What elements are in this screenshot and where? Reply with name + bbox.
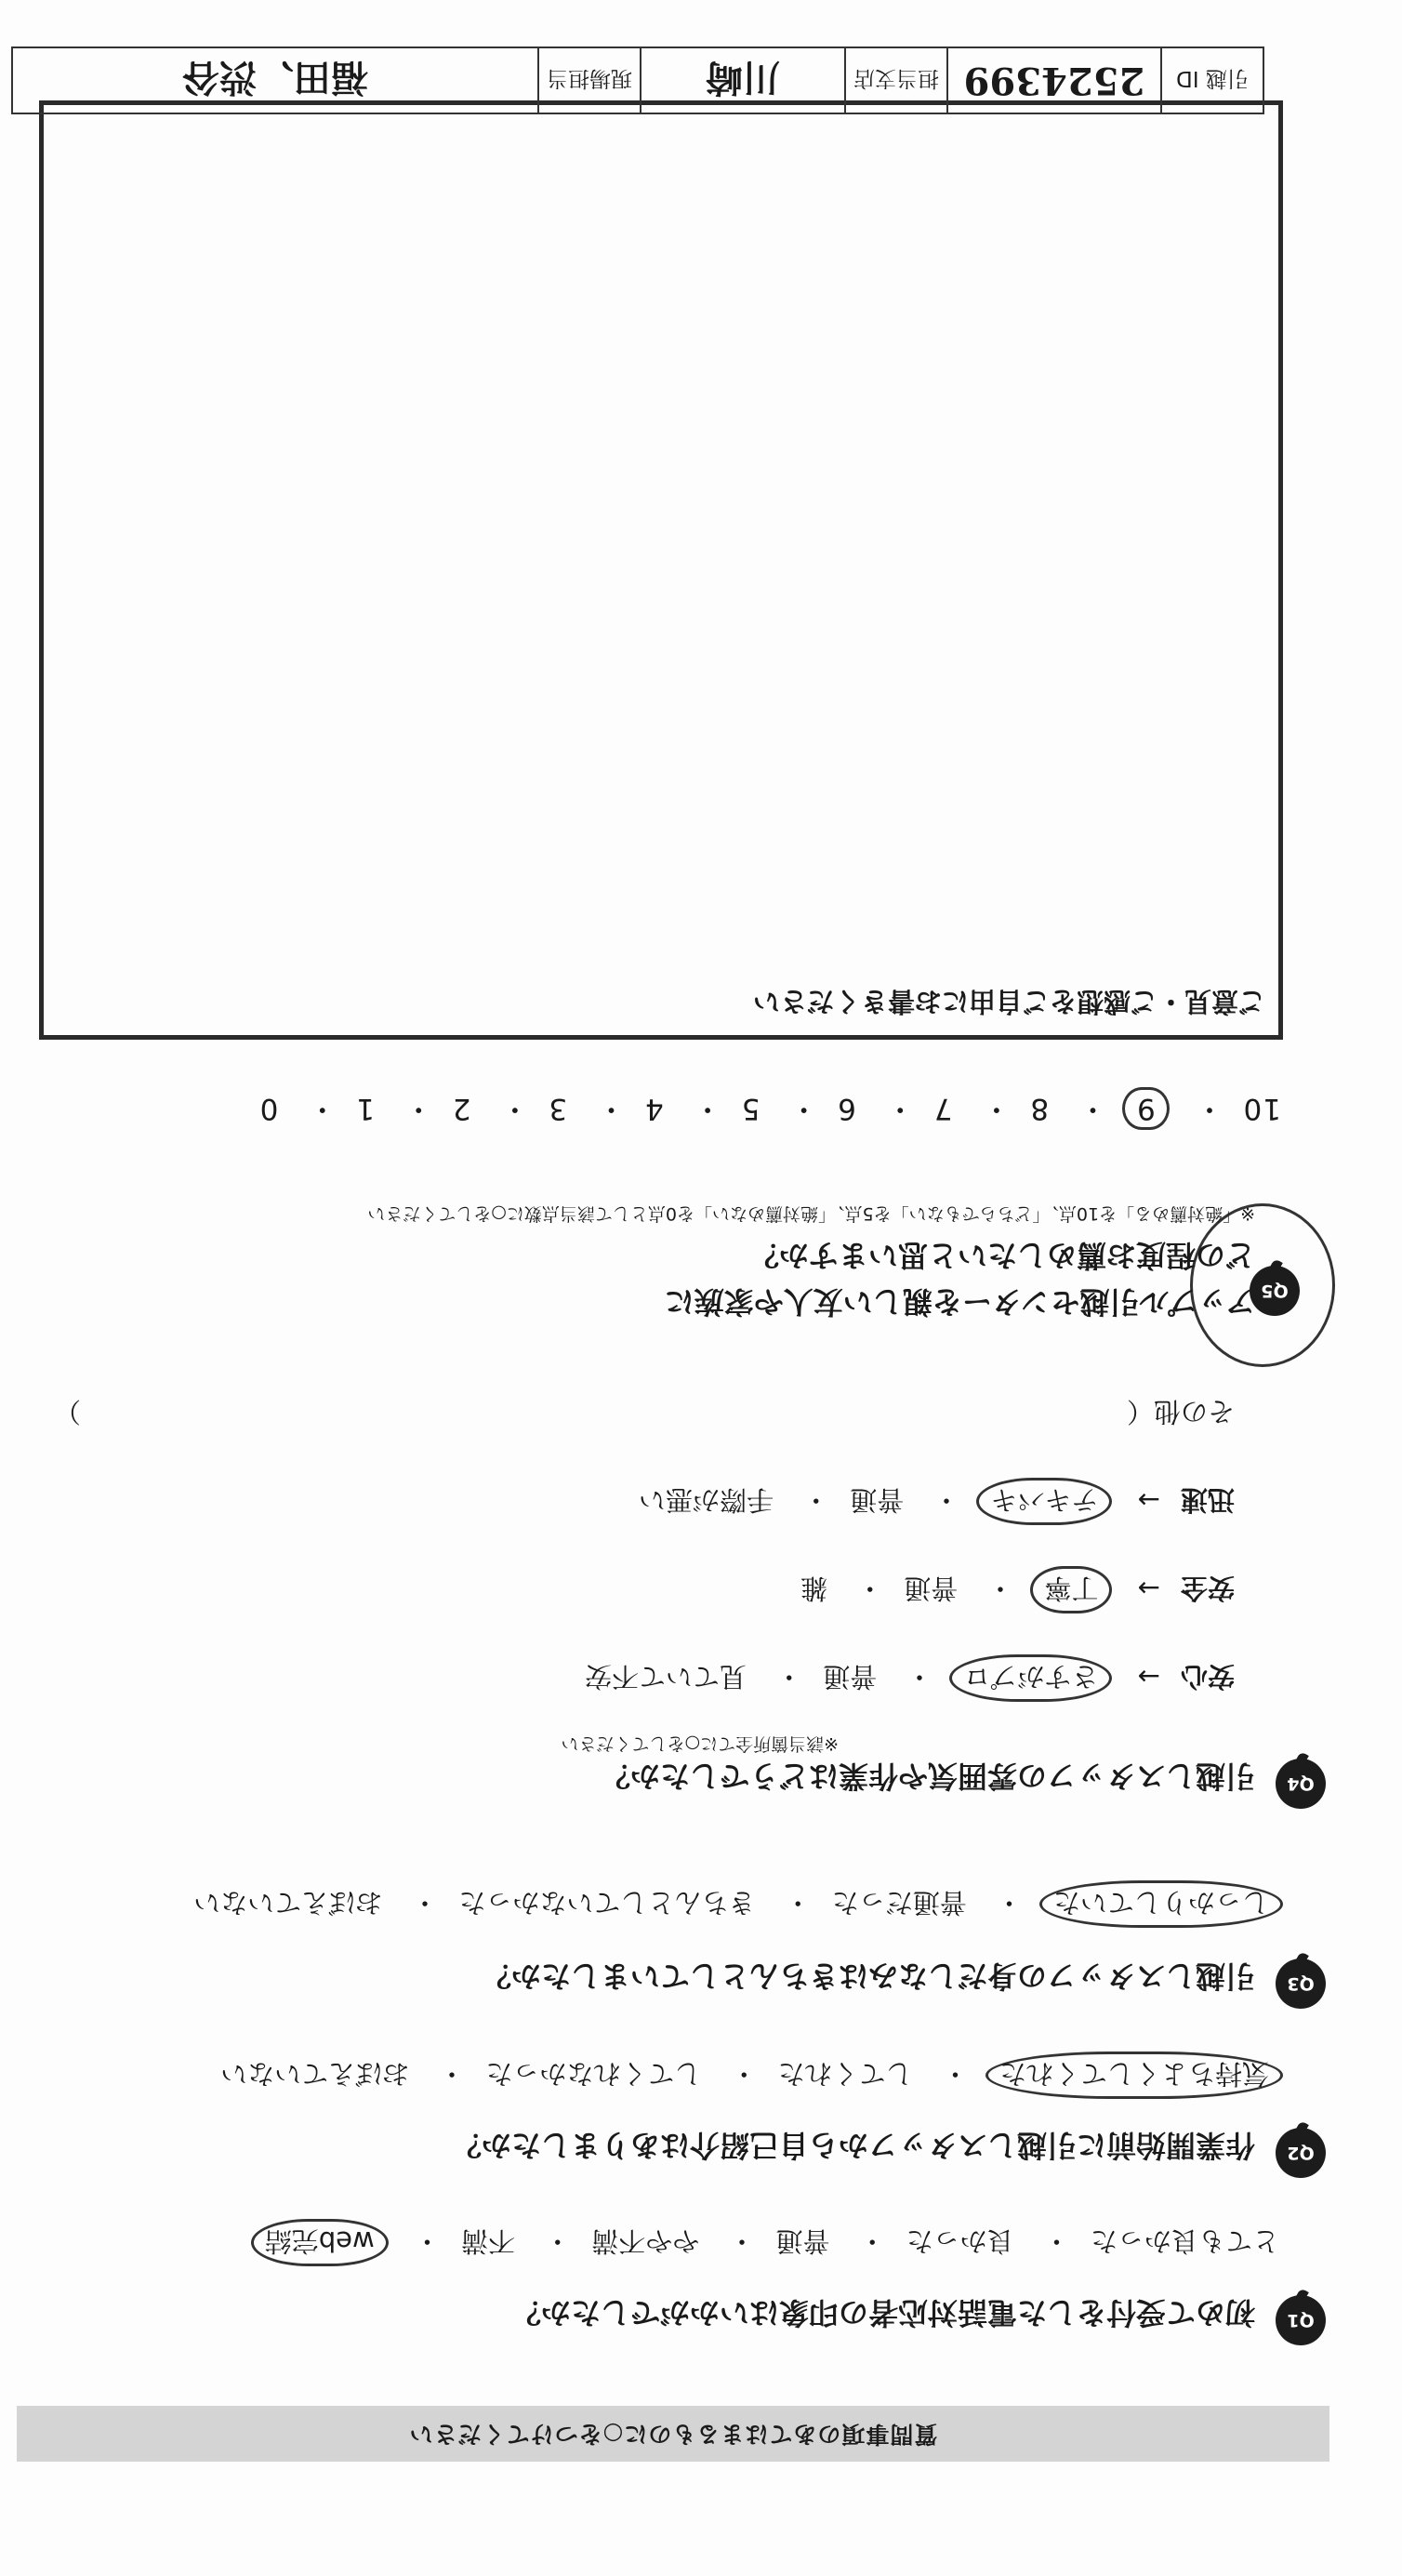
q2-options: 気持ちよくしてくれた・ してくれた・ してくれなかった・ おぼえていない — [220, 2056, 1279, 2094]
q4-row-anzen: 安全→ 丁寧・ 普通・ 雑 — [800, 1571, 1235, 1609]
q4-badge: Q4 — [1276, 1759, 1326, 1809]
instruction-banner — [17, 2406, 1329, 2462]
q5-score-5[interactable]: 5 — [740, 1092, 761, 1125]
q5-question-line2: どの程度お薦めしたいと思いますか？ — [748, 1238, 1255, 1273]
comment-box[interactable] — [39, 100, 1283, 1040]
q4-jinsoku-option-clumsy[interactable]: 手際が悪い — [638, 1484, 774, 1516]
arrow-icon: → — [1137, 1484, 1160, 1516]
q3-option-neat[interactable]: しっかりしていた — [1039, 1880, 1283, 1928]
q5-score-1[interactable]: 1 — [355, 1092, 375, 1125]
q4-row-label: 安心 — [1180, 1661, 1235, 1693]
q1-option-very-good[interactable]: とても良かった — [1090, 2225, 1279, 2257]
q5-score-2[interactable]: 2 — [451, 1092, 471, 1125]
q4-other-label: その他（ — [1126, 1396, 1235, 1427]
q5-question-line1: アップル引越センターを親しい友人や家族に — [664, 1284, 1255, 1320]
arrow-icon: → — [1137, 1573, 1160, 1604]
q1-badge: Q1 — [1276, 2295, 1326, 2345]
branch-label: 担当支店 — [844, 48, 946, 113]
q5-score-0[interactable]: 0 — [258, 1092, 279, 1125]
q2-option-dont-remember[interactable]: おぼえていない — [220, 2058, 410, 2090]
q5-score-7[interactable]: 7 — [932, 1092, 953, 1125]
q2-question: 作業開始前に引越しスタッフから自己紹介はありましたか？ — [451, 2128, 1255, 2163]
q5-score-8[interactable]: 8 — [1029, 1092, 1050, 1125]
q3-question: 引越しスタッフの身だしなみはきちんとしていましたか？ — [481, 1959, 1255, 1994]
q5-score-6[interactable]: 6 — [837, 1092, 856, 1125]
q1-option-somewhat-dissatisfied[interactable]: やや不満 — [591, 2225, 700, 2257]
q1-option-good[interactable]: 良かった — [906, 2225, 1014, 2257]
site-leader-value: 福田、渋谷 — [182, 56, 368, 100]
q3-option-dont-remember[interactable]: おぼえていない — [193, 1887, 383, 1919]
q1-option-web-complete[interactable]: web完結 — [251, 2219, 389, 2266]
q5-score-4[interactable]: 4 — [643, 1092, 664, 1125]
q4-row-jinsoku: 迅速→ テキパキ・ 普通・ 手際が悪い — [639, 1482, 1235, 1520]
arrow-icon: → — [1137, 1661, 1160, 1693]
q5-score-9[interactable]: 9 — [1122, 1087, 1170, 1130]
q2-option-no[interactable]: してくれなかった — [485, 2058, 702, 2090]
q3-options: しっかりしていた・ 普通だった・ きちんとしていなかった・ おぼえていない — [193, 1885, 1279, 1923]
q1-options: とても良かった・ 良かった・ 普通・ やや不満・ 不満・ web完結 — [255, 2224, 1279, 2262]
site-leader-label: 現場担当 — [537, 48, 640, 113]
q1-option-normal[interactable]: 普通 — [775, 2225, 830, 2257]
q4-question: 引越しスタッフの雰囲気や作業はどうでしたか？ — [600, 1759, 1255, 1794]
q2-option-yes[interactable]: してくれた — [777, 2058, 913, 2090]
q1-option-dissatisfied[interactable]: 不満 — [460, 2225, 515, 2257]
q5-scale: 10・ 9・ 8・ 7・ 6・ 5・ 4・ 3・ 2・ 1・ 0 — [259, 1091, 1281, 1133]
q4-note: ※該当箇所全てに○をしてください — [561, 1733, 839, 1754]
q4-jinsoku-option-normal[interactable]: 普通 — [850, 1484, 905, 1516]
q4-anshin-option-worrying[interactable]: 見ていて不安 — [584, 1661, 747, 1693]
q1-question: 初めて受付をした電話対応者の印象はいかがでしたか？ — [510, 2295, 1255, 2330]
q5-note: ※「絶対薦める」を10点、「どちらでもない」を5点、「絶対薦めない」を0点として該当点数に○をしてください — [367, 1203, 1255, 1224]
q3-badge: Q3 — [1276, 1959, 1326, 2009]
info-table — [11, 46, 1264, 114]
q4-anzen-option-careful[interactable]: 丁寧 — [1030, 1566, 1112, 1613]
q4-jinsoku-option-efficient[interactable]: テキパキ — [976, 1478, 1112, 1525]
q5-badge: Q5 — [1250, 1266, 1300, 1316]
move-id-label: 引越 ID — [1160, 48, 1263, 113]
q3-option-not-neat[interactable]: きちんとしていなかった — [458, 1887, 756, 1919]
q3-option-normal[interactable]: 普通だった — [831, 1887, 967, 1919]
q4-anshin-option-normal[interactable]: 普通 — [823, 1661, 878, 1693]
q4-row-label: 迅速 — [1180, 1484, 1235, 1516]
q4-other-close: ） — [54, 1396, 82, 1427]
move-id-value: 2524399 — [946, 48, 1160, 113]
q4-row-label: 安全 — [1180, 1573, 1235, 1604]
q4-other-row — [54, 1394, 1235, 1432]
comment-title: ご意見・ご感想をご自由にお書きください — [752, 986, 1265, 1017]
q4-anzen-option-normal[interactable]: 普通 — [904, 1573, 959, 1604]
q5-score-10[interactable]: 10 — [1242, 1092, 1281, 1125]
q5-score-3[interactable]: 3 — [548, 1092, 568, 1125]
q4-anzen-option-rough[interactable]: 雑 — [800, 1573, 827, 1604]
branch-value: 川崎 — [640, 48, 844, 113]
instruction-text: 質問事項のあてはまるものに○をつけてください — [408, 2421, 938, 2448]
q4-anshin-option-pro[interactable]: さすがプロ — [949, 1654, 1112, 1702]
q2-badge: Q2 — [1276, 2128, 1326, 2178]
q4-row-anshin: 安心→ さすがプロ・ 普通・ 見ていて不安 — [585, 1659, 1235, 1697]
q2-option-pleasant[interactable]: 気持ちよくしてくれた — [985, 2052, 1283, 2099]
